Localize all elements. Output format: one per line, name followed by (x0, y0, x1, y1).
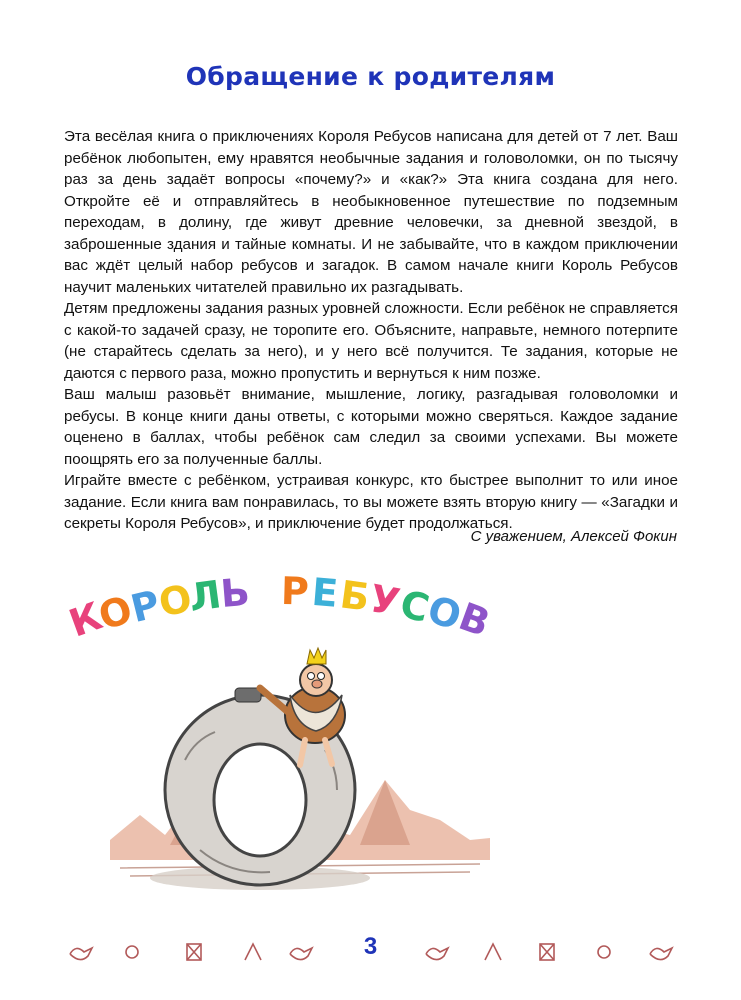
logo-letter: С (395, 581, 434, 632)
king-nose (312, 680, 322, 688)
logo-letter: Б (337, 572, 373, 620)
paragraph: Ваш малыш разовьёт внимание, мышление, логику, разгадывая головоломки и ребусы. В конце книги даны ответы, с которыми можно сверяться. Каждое задание оценено в баллах, чтобы ребёнок сам следил за своими успехами. Вы можете поощрять его за полученные баллы. (64, 386, 678, 468)
logo-letter: Р (126, 581, 165, 632)
logo-letter: В (453, 594, 496, 646)
small-rock (235, 688, 261, 702)
king-on-stone-wheel-illustration (110, 640, 490, 910)
king-eye (308, 673, 315, 680)
logo-letter: Ь (218, 569, 252, 616)
paragraph: Играйте вместе с ребёнком, устраивая конкурс, кто быстрее выполнит то или иное задание. Если книга вам понравилась, то вы можете взять вторую книгу — «Загадки и секреты Короля Ребусов», и приключение будет продолжаться. (64, 472, 678, 532)
king-crown (307, 648, 326, 664)
body-text (64, 126, 678, 535)
logo-letter: О (93, 587, 138, 639)
page-title: Обращение к родителям (185, 62, 556, 91)
page-number: 3 (363, 933, 378, 960)
logo-letter: У (366, 576, 404, 626)
paragraph: Эта весёлая книга о приключениях Короля Ребусов написана для детей от 7 лет. Ваш ребёнок любопытен, ему нравятся необычные задания и головоломки, он по тысячу раз за день задаёт вопросы «почему?» и «как?» Эта книга создана для него. Откройте её и отправляйтесь в необыкновенное путешествие по подземным переходам, в долину, где живут древние человечки, за дневной звездой, в заброшенные здания и тайные комнаты. И не забывайте, что в каждом приключении вас ждёт целый набор ребусов и загадок. В самом начале книги Король Ребусов научит маленьких читателей правильно их разгадывать. (64, 128, 678, 296)
logo-letter: К (63, 593, 108, 646)
logo-letter: О (422, 587, 467, 639)
stone-wheel-hole (214, 744, 306, 856)
logo-letter: Р (280, 568, 310, 614)
king-eye (318, 673, 325, 680)
logo-letter: Е (310, 569, 340, 616)
signature: С уважением, Алексей Фокин (470, 528, 677, 545)
paragraph: Детям предложены задания разных уровней сложности. Если ребёнок не справляется с какой-то задачей сразу, не торопите его. Объясните, направьте, немного потерпите (не старайтесь сделать за него), и у него всё получится. Те задания, которые не даются с первого раза, можно пропустить и вернуться к ним позже. (64, 300, 678, 382)
logo-letter: Л (186, 572, 224, 620)
logo-letter: О (155, 576, 196, 626)
